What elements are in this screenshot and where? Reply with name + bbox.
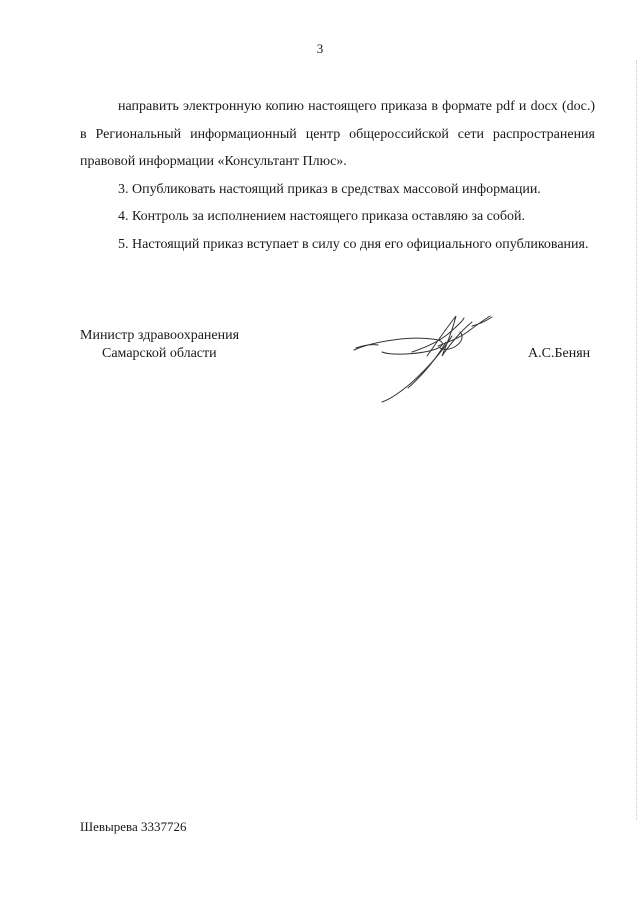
scan-edge-artifact xyxy=(635,60,637,820)
signatory-position xyxy=(80,327,239,363)
paragraph-item-5: 5. Настоящий приказ вступает в силу со дня его официального опубликования. xyxy=(118,236,589,252)
paragraph-continuation: направить электронную копию настоящего приказа в формате pdf и docx (doc.) в Региональный информационный центр общероссийской сети распространения правовой информации «Консультант Плюс». xyxy=(80,99,595,169)
page-number: 3 xyxy=(316,41,324,56)
position-line-1: Министр здравоохранения xyxy=(80,328,240,343)
handwritten-signature xyxy=(352,312,502,404)
signatory-name: А.С.Бенян xyxy=(528,346,591,361)
paragraph-item-4: 4. Контроль за исполнением настоящего приказа оставляю за собой. xyxy=(118,209,526,224)
paragraph-item-3: 3. Опубликовать настоящий приказ в средствах массовой информации. xyxy=(118,181,541,197)
executor-contact: Шевырева 3337726 xyxy=(80,819,187,834)
document-body xyxy=(80,93,595,258)
position-line-2: Самарской области xyxy=(102,346,217,361)
